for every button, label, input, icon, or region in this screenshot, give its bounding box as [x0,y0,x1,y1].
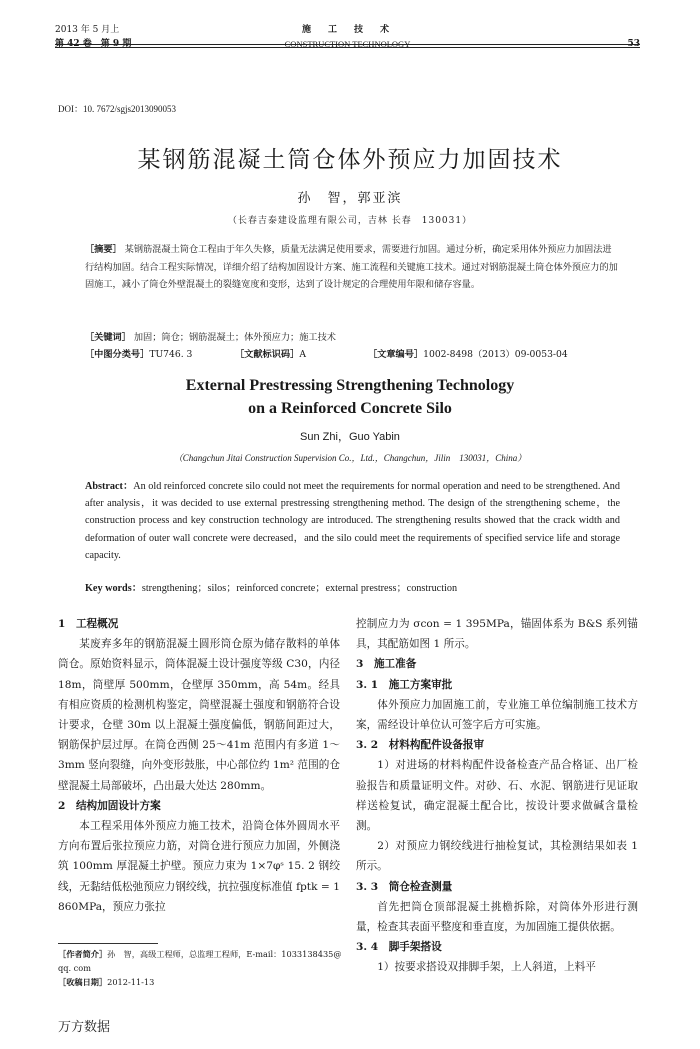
journal-name-en: CONSTRUCTION TECHNOLOGY [284,39,411,49]
title-en-line-2: on a Reinforced Concrete Silo [248,400,452,417]
clc-value: TU746. 3 [149,349,193,360]
journal-name-cn: 施 工 技 术 [301,25,393,35]
keywords-en [85,579,457,594]
keywords-cn-label: ［关键词］ [85,332,131,343]
classification-line [85,346,625,360]
section-2-heading: 2 结构加固设计方案 [58,799,161,812]
abstract-en-text: An old reinforced concrete silo could not meet the requirements for normal operation and need to be strengthened. And after analysis，it was decided to use external prestressing strengthening method. The design of the strengthening scheme，the construction process and key construction technology are introduced. The strengthening results showed that the crack width and deformation of outer wall concrete were decreased，and the silo could meet the requirements of specified service life and storage capacity. [85,481,620,561]
authors-en: Sun Zhi，Guo Yabin [300,431,400,443]
article-code [368,346,568,360]
issue-volume: 第 42 卷 第 9 期 [55,39,132,49]
body-column-left [58,614,340,917]
footnote-received-text: 2012-11-13 [107,977,155,987]
section-1-heading: 1 工程概况 [58,618,119,630]
article-label: ［文章编号］ [368,349,424,360]
section-3-2-paragraph-2: 2）对预应力钢绞线进行抽检复试，其检测结果如表 1 所示。 [356,840,638,873]
title-en-line-1: External Prestressing Strengthening Technology [185,377,515,394]
continued-paragraph: 控制应力为 σcon = 1 395MPa，锚固体系为 B&S 系列锚具，其配筋如图 1 所示。 [356,618,638,651]
footnote-received-label: ［收稿日期］ [58,977,108,987]
footnote-author [58,947,343,975]
abstract-cn [85,241,620,294]
keywords-cn-text: 加固；筒仓；钢筋混凝土；体外预应力；施工技术 [133,332,336,343]
title-en [0,374,700,420]
doc-label: ［文献标识码］ [235,349,300,360]
doi: DOI：10. 7672/sgjs2013090053 [58,104,177,114]
section-3-3-paragraph: 首先把筒仓顶部混凝土挑檐拆除，对筒体外形进行测量，检查其表面平整度和垂直度，为加固施工提供依据。 [356,900,638,934]
section-3-2-heading: 3. 2 材料构配件设备报审 [356,739,485,752]
section-1-paragraph: 某废弃多年的钢筋混凝土圆形筒仓原为储存散料的单体筒仓。原始资料显示，筒体混凝土设计强度等级 C30，内径 18m，筒壁厚 500mm，仓壁厚 350mm，高 54m。经具有相应资质的检测机构鉴定，筒壁混凝土强度和钢筋符合设计要求，仓壁 30m 以上混凝土强度偏低，钢筋间距过大，钢筋保护层过厚。在筒仓西侧 25～41m 范围内有多道 1～3mm 竖向裂缝，向外变形鼓胀，中心部位约 1m² 范围的仓壁混凝土局部破坏，凸出最大处达 280mm。 [58,638,340,792]
keywords-en-text: strengthening；silos；reinforced concrete；external prestress；construction [141,583,458,594]
doc-value: A [299,349,306,360]
abstract-cn-label: ［摘要］ [85,244,122,255]
section-3-1-heading: 3. 1 施工方案审批 [356,678,453,691]
issue-date: 2013 年 5 月上 [55,25,120,35]
section-3-2-paragraph-1: 1）对进场的材料构配件设备检查产品合格证、出厂检验报告和质量证明文件。对砂、石、水泥、钢筋进行见证取样送检复试，确定混凝土配合比，按设计要求做碱含量检测。 [356,759,638,833]
clc-code [85,346,192,360]
watermark: 万方数据 [58,1020,111,1035]
running-header [55,24,640,68]
section-3-3-heading: 3. 3 筒仓检查测量 [356,880,453,893]
section-3-heading: 3 施工准备 [356,658,417,671]
body-column-right [356,614,638,978]
section-3-4-paragraph: 1）按要求搭设双排脚手架，上人斜道，上料平 [377,961,596,974]
footnote-author-label: ［作者简介］ [58,949,108,959]
header-rule-thin [55,47,640,48]
footnote-rule [58,943,158,944]
footnote-author-text: 孙 智，高级工程师，总监理工程师，E-mail：1033138435@ qq. com [58,949,342,973]
header-rule [55,44,640,45]
doc-code [235,346,306,360]
keywords-cn [85,329,336,343]
affiliation-cn: （长春吉泰建设监理有限公司，吉林 长春 130031） [227,216,473,226]
footnote [58,947,343,989]
title-cn: 某钢筋混凝土筒仓体外预应力加固技术 [137,147,563,173]
abstract-en [85,478,620,564]
affiliation-en: （Changchun Jitai Construction Supervision Co.，Ltd.，Changchun，Jilin 130031，China） [173,453,527,463]
keywords-en-label: Key words： [85,583,142,594]
authors-cn: 孙 智，郭亚滨 [297,191,403,206]
abstract-cn-text: 某钢筋混凝土筒仓工程由于年久失修，质量无法满足使用要求，需要进行加固。通过分析，确定采用体外预应力加固法进行结构加固。结合工程实际情况，详细介绍了结构加固设计方案、施工流程和关键施工技术。通过对钢筋混凝土筒仓体外预应力的加固施工，减小了筒仓外壁混凝土的裂缝宽度和变形，达到了设计规定的合理使用年限和储存容量。 [85,244,618,290]
section-3-1-paragraph: 体外预应力加固施工前，专业施工单位编制施工技术方案，需经设计单位认可签字后方可实施。 [356,698,638,732]
article-value: 1002-8498（2013）09-0053-04 [423,349,568,360]
section-2-paragraph: 本工程采用体外预应力施工技术，沿筒仓体外圆周水平方向布置后张拉预应力筋，对筒仓进行预应力加固，外侧浇筑 100mm 厚混凝土护壁。预应力束为 1×7φˢ 15. 2 钢绞线，无黏结低松弛预应力钢绞线，抗拉强度标准值 fptk = 1 860MPa，预应力张拉 [58,820,340,913]
footnote-received [58,975,343,989]
clc-label: ［中图分类号］ [85,349,150,360]
section-3-4-heading: 3. 4 脚手架搭设 [356,941,442,954]
abstract-en-label: Abstract： [85,481,134,492]
page-number: 53 [627,39,640,49]
